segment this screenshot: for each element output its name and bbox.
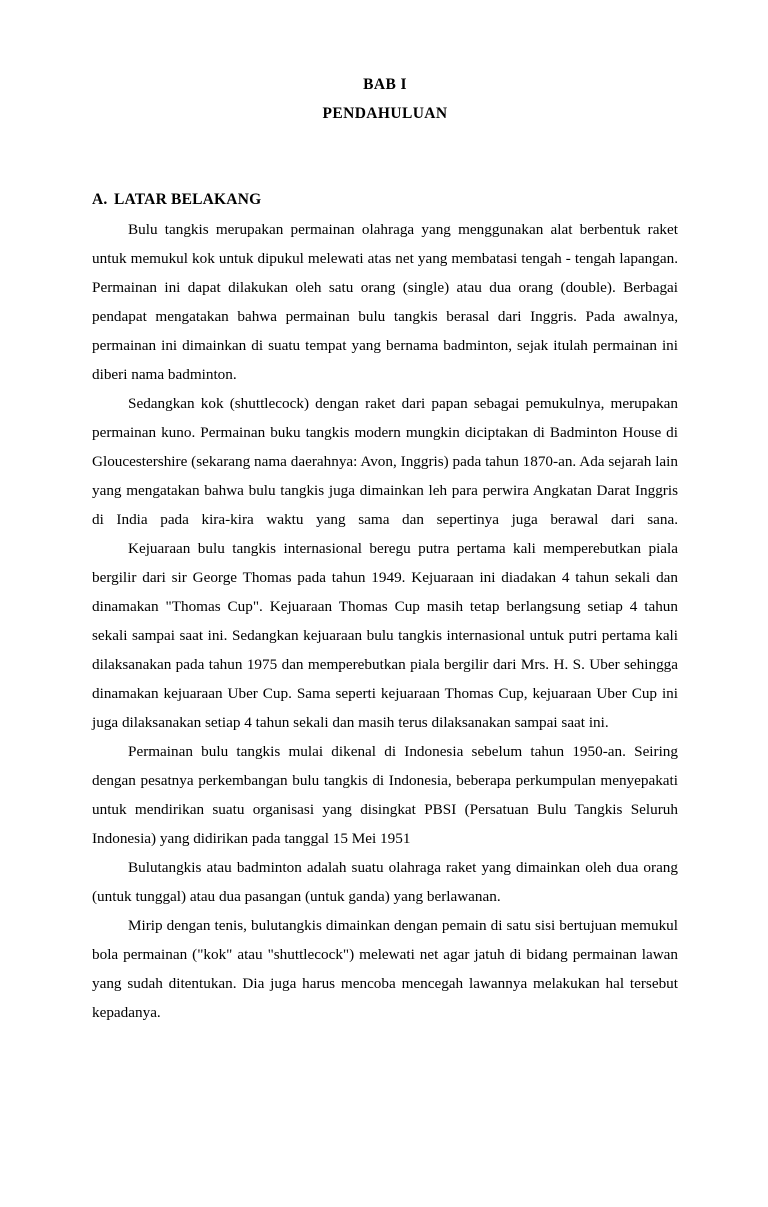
paragraph-history-origin: Sedangkan kok (shuttlecock) dengan raket dari papan sebagai pemukulnya, merupakan permainan kuno. Permainan buku tangkis modern mungkin diciptakan di Badminton House di Gloucestershire (sekarang nama daerahnya: Avon, Inggris) pada tahun 1870-an. Ada sejarah lain yang mengatakan bahwa bulu tangkis juga dimainkan leh para perwira Angkatan Darat Inggris di India pada kira-kira waktu yang sama dan sepertinya juga berawal dari sana. <box>92 395 678 528</box>
section-letter: A. <box>92 191 108 208</box>
paragraph-intro: Bulu tangkis merupakan permainan olahraga yang menggunakan alat berbentuk raket untuk memukul kok untuk dipukul melewati atas net yang membatasi tengah - tengah lapangan. Permainan ini dapat dilakukan oleh satu orang (single) atau dua orang (double). Berbagai pendapat mengatakan bahwa permainan bulu tangkis berasal dari Inggris. Pada awalnya, permainan ini dimainkan di suatu tempat yang bernama badminton, sejak itulah permainan ini diberi nama badminton. <box>92 221 678 383</box>
document-content <box>92 0 678 1027</box>
chapter-title: BAB I <box>363 76 407 93</box>
paragraph-championships: Kejuaraan bulu tangkis internasional beregu putra pertama kali memperebutkan piala bergilir dari sir George Thomas pada tahun 1949. Kejuaraan ini diadakan 4 tahun sekali dan dinamakan "Thomas Cup". Kejuaraan Thomas Cup masih tetap berlangsung setiap 4 tahun sekali sampai saat ini. Sedangkan kejuaraan bulu tangkis internasional untuk putri pertama kali dilaksanakan pada tahun 1975 dan memperebutkan piala bergilir dari Mrs. H. S. Uber sehingga dinamakan kejuaraan Uber Cup. Sama seperti kejuaraan Thomas Cup, kejuaraan Uber Cup ini juga dilaksanakan setiap 4 tahun sekali dan masih terus dilaksanakan sampai saat ini. <box>92 540 678 731</box>
paragraph-definition: Bulutangkis atau badminton adalah suatu olahraga raket yang dimainkan oleh dua orang (untuk tunggal) atau dua pasangan (untuk ganda) yang berlawanan. <box>92 859 678 905</box>
section-heading-label: LATAR BELAKANG <box>114 191 262 208</box>
chapter-subtitle: PENDAHULUAN <box>322 105 448 122</box>
section-heading <box>92 128 678 210</box>
paragraph-gameplay: Mirip dengan tenis, bulutangkis dimainkan dengan pemain di satu sisi bertujuan memukul bola permainan ("kok" atau "shuttlecock") melewati net agar jatuh di bidang permainan lawan yang sudah ditentukan. Dia juga harus mencoba mencegah lawannya melakukan hal tersebut kepadanya. <box>92 917 678 1021</box>
paragraph-indonesia-pbsi: Permainan bulu tangkis mulai dikenal di Indonesia sebelum tahun 1950-an. Seiring dengan pesatnya perkembangan bulu tangkis di Indonesia, beberapa perkumpulan menyepakati untuk mendirikan suatu organisasi yang disingkat PBSI (Persatuan Bulu Tangkis Seluruh Indonesia) yang didirikan pada tanggal 15 Mei 1951 <box>92 743 678 847</box>
